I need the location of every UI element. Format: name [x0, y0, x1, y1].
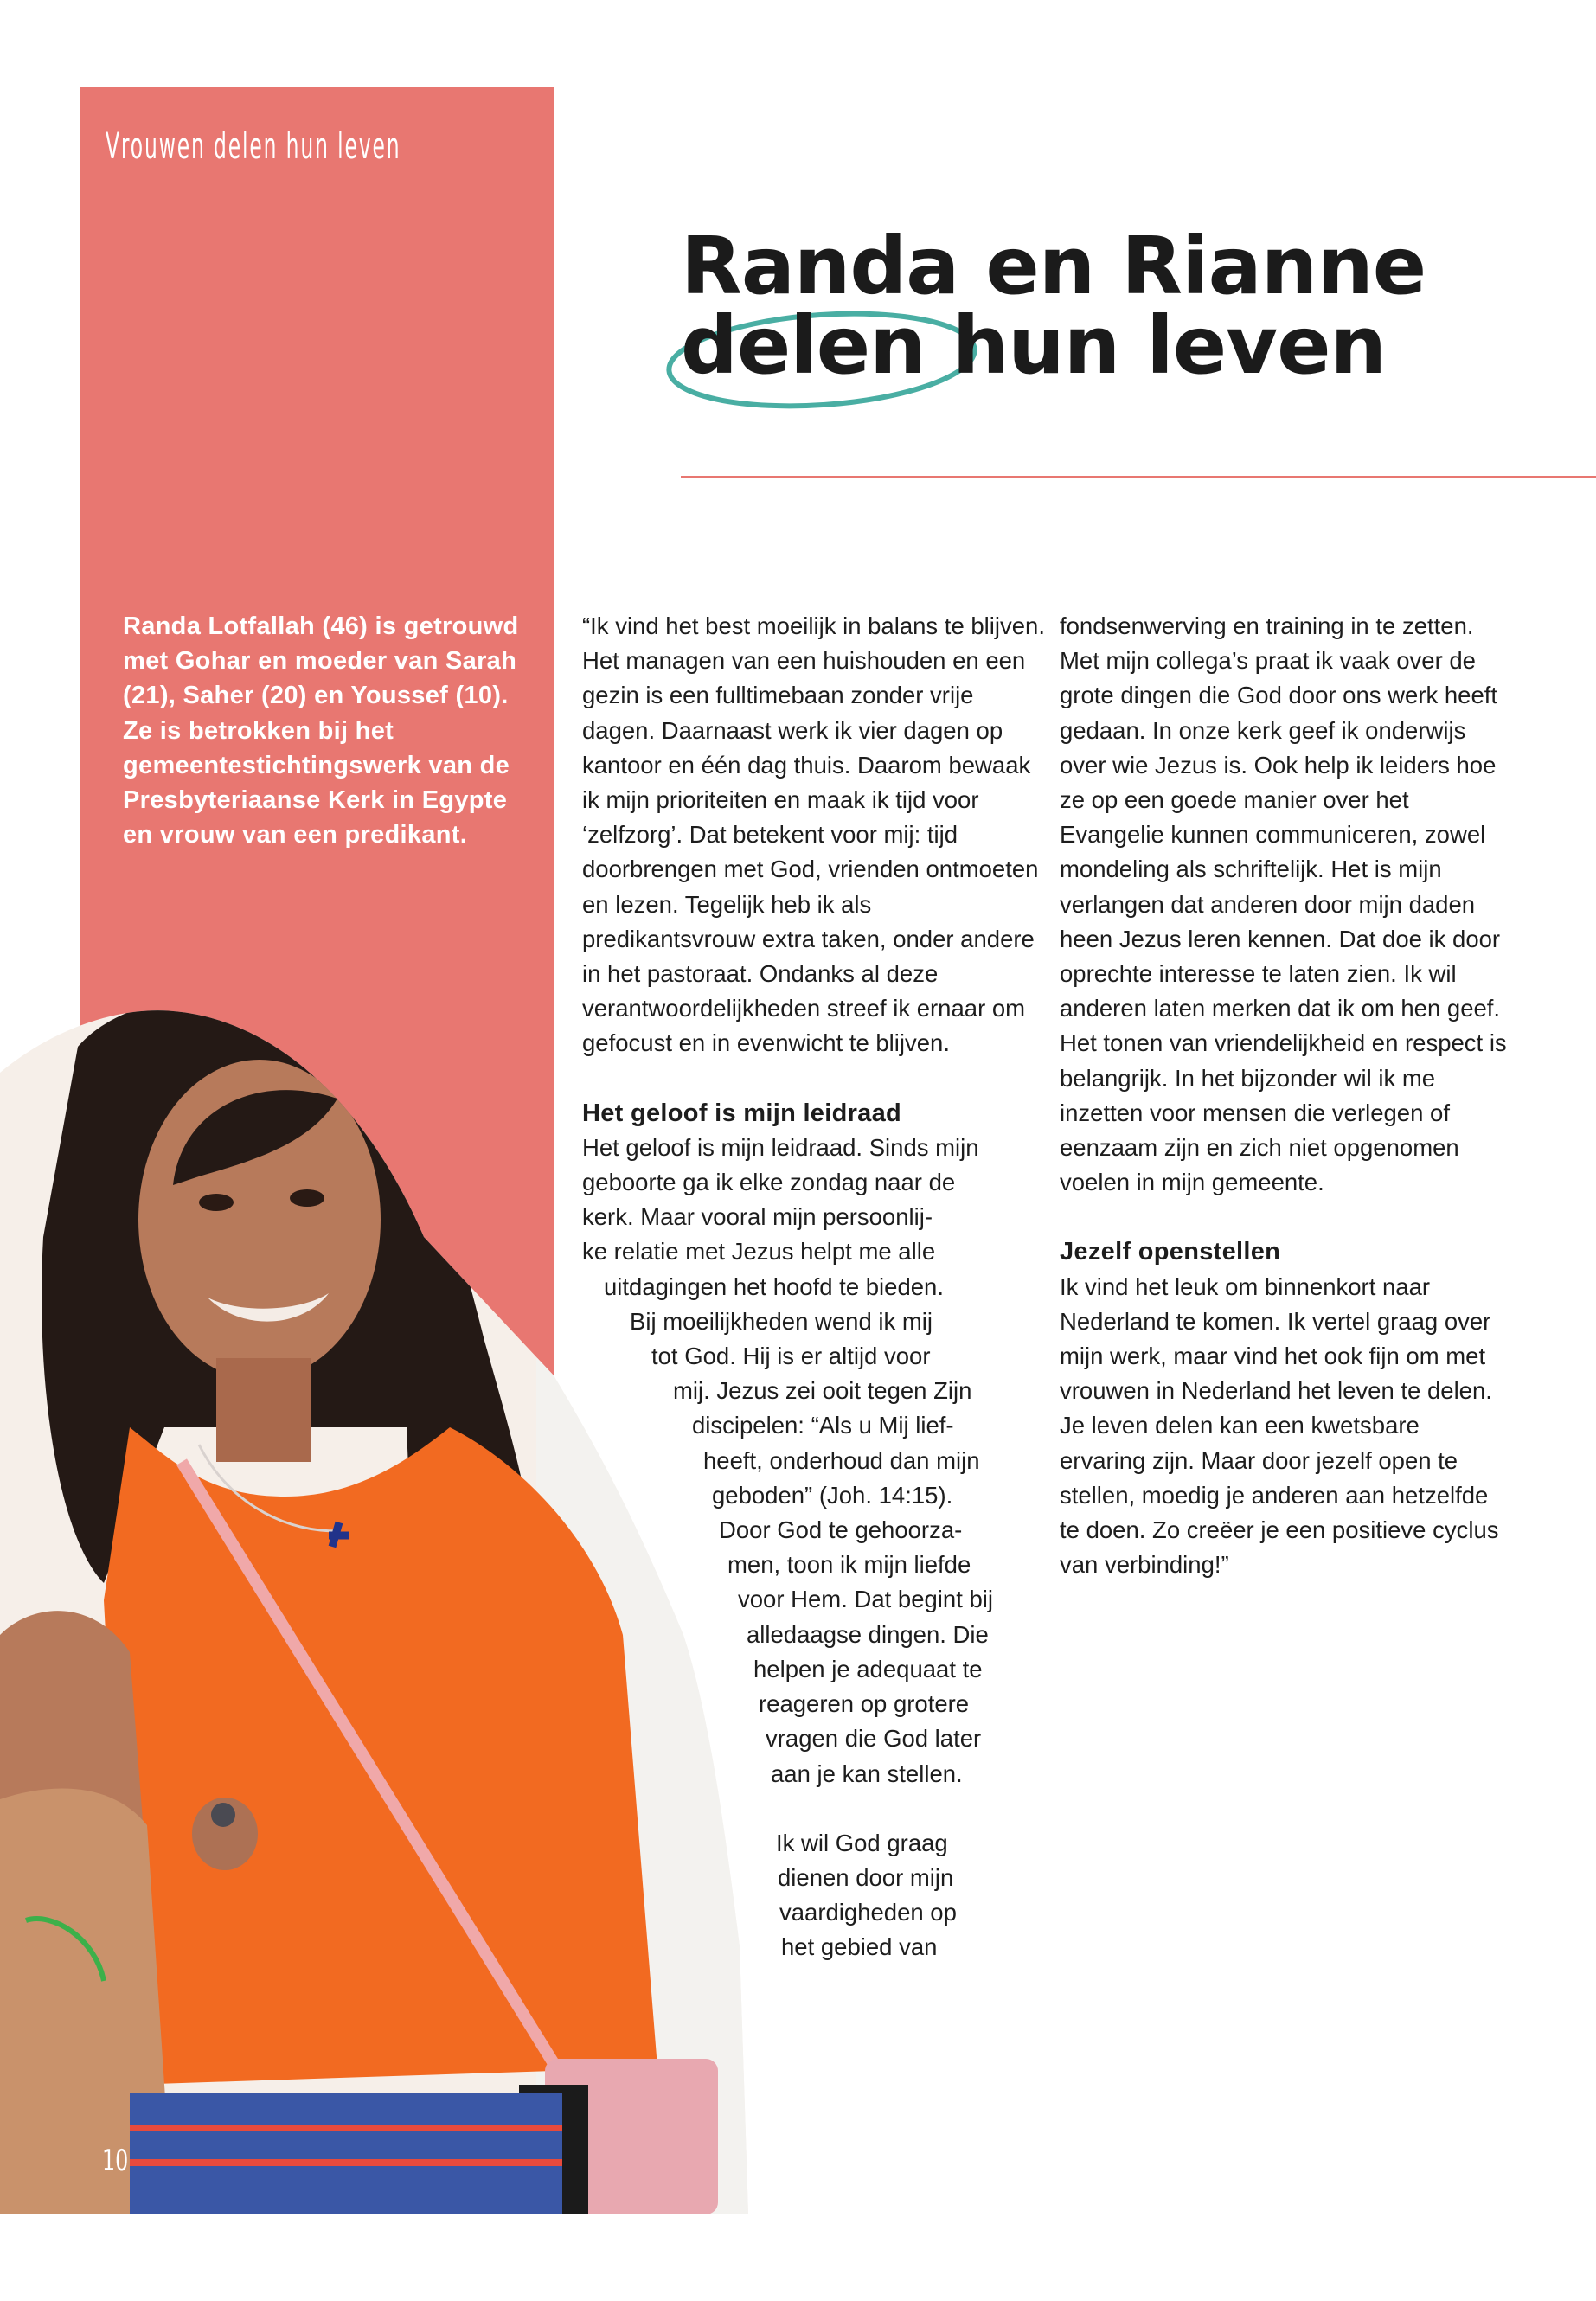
title-divider	[681, 476, 1596, 478]
column-2-paragraph-2: Ik vind het leuk om binnenkort naar Nederland te komen. Ik vertel graag over mijn werk, maar vind het ook fijn om met vrouwen in Nederland het leven te delen. Je leven delen kan een kwetsbare ervaring zijn. Maar door jezelf open te stellen, moedig je anderen aan hetzelfde te doen. Zo creëer je een positieve cyclus van verbinding!”	[1060, 1272, 1499, 1579]
column-1-line: reageren op grotere	[759, 1690, 970, 1718]
article-column-2	[1060, 609, 1509, 1582]
column-1-line: aan je kan stellen.	[771, 1759, 963, 1787]
column-1-line: mij. Jezus zei ooit tegen Zijn	[673, 1377, 972, 1405]
title-line-1: Randa en Rianne	[681, 220, 1426, 312]
column-1-line: dienen door mijn	[778, 1863, 954, 1891]
column-1-line: kerk. Maar vooral mijn persoonlij-	[582, 1203, 933, 1231]
page-title	[681, 220, 1426, 392]
column-1-line: Bij moeilijkheden wend ik mij	[630, 1307, 933, 1335]
column-1-line: voor Hem. Dat begint bij	[738, 1586, 993, 1613]
column-1-line: heeft, onderhoud dan mijn	[703, 1446, 980, 1474]
title-circled-word: delen	[681, 299, 926, 392]
column-1-line: alledaagse dingen. Die	[747, 1620, 989, 1648]
column-1-line: helpen je adequaat te	[753, 1655, 983, 1682]
column-2-heading: Jezelf openstellen	[1060, 1238, 1281, 1266]
column-1-heading: Het geloof is mijn leidraad	[582, 1099, 902, 1127]
column-1-paragraph-3	[582, 1826, 1049, 1965]
column-1-line: Het geloof is mijn leidraad. Sinds mijn	[582, 1133, 979, 1161]
column-1-paragraph-2	[582, 1131, 1049, 1791]
column-1-line: geboden” (Joh. 14:15).	[712, 1481, 953, 1509]
intro-text: Randa Lotfallah (46) is getrouwd met Gohar en moeder van Sarah (21), Saher (20) en Youssef (10). Ze is betrokken bij het gemeentestichtingswerk van de Presbyteriaanse Kerk in Egypte en vrouw van een predikant.	[123, 612, 519, 849]
column-2-paragraph-1: fondsenwerving en training in te zetten. Met mijn collega’s praat ik vaak over de grote dingen die God door ons werk heeft gedaan. In onze kerk geef ik onderwijs over wie Jezus is. Ook help ik leiders hoe ze op een goede manier over het Evangelie kunnen communiceren, zowel mondeling als schriftelijk. Het is mijn verlangen dat anderen door mijn daden heen Jezus leren kennen. Dat doe ik door oprechte interesse te laten zien. Ik wil anderen laten merken dat ik om hen geef. Het tonen van vriendelijkheid en respect is belangrijk. In het bijzonder wil ik me inzetten voor mensen die verlegen of eenzaam zijn en zich niet opgenomen voelen in mijn gemeente.	[1060, 612, 1507, 1196]
column-1-line: uitdagingen het hoofd te bieden.	[604, 1272, 944, 1300]
column-1-paragraph-1: “Ik vind het best moeilijk in balans te blijven. Het managen van een huishouden en een gezin is een fulltimebaan zonder vrije dagen. Daarnaast werk ik vier dagen op kantoor en één dag thuis. Daarom bewaak ik mijn prioriteiten en maak ik tijd voor ‘zelfzorg’. Dat betekent voor mij: tijd doorbrengen met God, vrienden ontmoeten en lezen. Tegelijk heb ik als predikantsvrouw extra taken, onder andere in het pastoraat. Ondanks al deze verantwoordelijkheden streef ik ernaar om gefocust en in evenwicht te blijven.	[582, 612, 1045, 1057]
column-1-line: vaardigheden op	[779, 1899, 957, 1926]
column-1-line: ke relatie met Jezus helpt me alle	[582, 1238, 936, 1266]
column-1-line: Ik wil God graag	[776, 1829, 948, 1856]
page-number: 10	[102, 2144, 129, 2178]
column-1-line: het gebied van	[781, 1933, 938, 1961]
title-line-2-rest: hun leven	[925, 299, 1387, 392]
column-1-line: tot God. Hij is er altijd voor	[651, 1343, 931, 1370]
section-label: Vrouwen delen hun leven	[106, 125, 401, 167]
article-column-1	[582, 609, 1049, 1965]
column-1-line: geboorte ga ik elke zondag naar de	[582, 1169, 956, 1196]
title-line-2	[681, 299, 1426, 392]
column-1-line: Door God te gehoorza-	[719, 1516, 963, 1544]
column-1-line: vragen die God later	[766, 1725, 982, 1753]
column-1-line: discipelen: “Als u Mij lief-	[692, 1412, 954, 1439]
column-1-line: men, toon ik mijn liefde	[727, 1551, 971, 1579]
